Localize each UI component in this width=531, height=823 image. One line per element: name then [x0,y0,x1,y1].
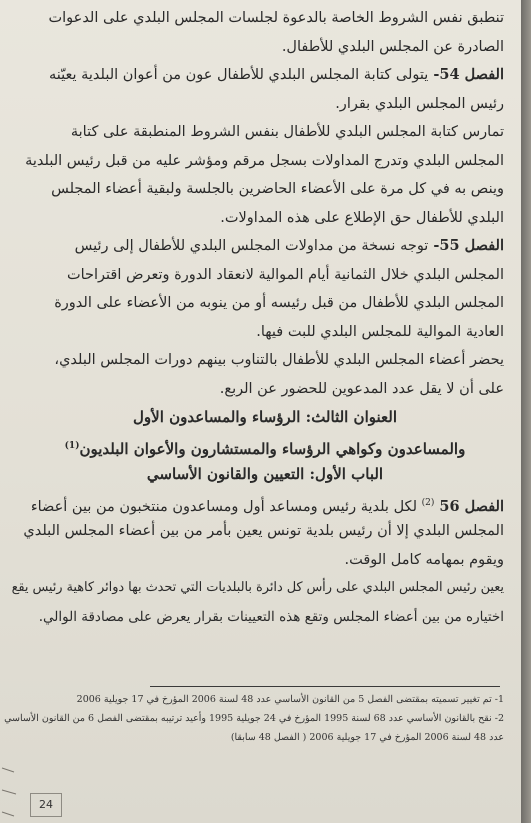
chapter-title: الباب الأول: التعيين والقانون الأساسي [146,465,384,483]
page-edge-shadow [521,0,531,823]
footnotes [4,690,504,747]
text-line: المجلس البلدي وتدرج المداولات بسجل مرقم ومؤشر عليه من قبل رئيس البلدية [25,152,504,169]
text-line: وينص به في كل مرة على الأعضاء الحاضرين بالجلسة ولبقية أعضاء المجلس [51,181,504,197]
footnote-2: 2- نقح بالقانون الأساسي عدد 68 لسنة 1995 المؤرخ في 24 جويلية 1995 وأعيد ترتيبه بمقتضى الفصل 6 من القانون الأساسي [4,713,504,724]
article-56-label: الفصل 56 [434,497,504,515]
text-line: المجلس البلدي إلا أن رئيس بلدية تونس يعين بأمر من بين أعضاء المجلس البلدي [23,523,504,539]
page-body [11,4,504,631]
text-line: المجلس البلدي للأطفال من قبل رئيسه أو من ينوبه من الأعضاء على الدورة [54,295,504,311]
text-line: تنطبق نفس الشروط الخاصة بالدعوة لجلسات المجلس البلدي على الدعوات [48,10,504,26]
footnote-divider [150,686,500,687]
footnote-2-continued: عدد 48 لسنة 2006 المؤرخ في 17 جويلية 2006 ( الفصل 48 سابقا) [230,732,504,743]
footnote-ref-2: (2) [421,497,435,508]
text-line: رئيس المجلس البلدي بقرار. [335,95,504,112]
text-line: اختياره من بين أعضاء المجلس وتقع هذه التعيينات بقرار يعرض على مصادقة الوالي. [38,608,504,625]
page-corner-marks [0,760,20,823]
text-line: على أن لا يقل عدد المدعوين للحضور عن الربع. [219,380,504,397]
text-line: ويقوم بمهامه كامل الوقت. [344,551,504,568]
text-line: يعين رئيس المجلس البلدي على رأس كل دائرة بالبلديات التي تحدث بها دوائر كاهية رئيس يقع [11,580,504,595]
footnote-ref-1: (1) [64,440,80,451]
text-line: البلدي للأطفال حق الإطلاع على هذه المداولات. [220,209,504,226]
text-line: يحضر أعضاء المجلس البلدي للأطفال بالتناوب بينهم دورات المجلس البلدي، [54,352,504,368]
article-55-line: الفصل 55- توجه نسخة من مداولات المجلس البلدي للأطفال إلى رئيس [74,237,504,254]
section-title: العنوان الثالث: الرؤساء والمساعدون الأول [133,408,397,426]
article-54-line: الفصل 54- يتولى كتابة المجلس البلدي للأطفال عون من أعوان البلدية يعيّنه [48,66,504,83]
text-line: تمارس كتابة المجلس البلدي للأطفال بنفس الشروط المنطبقة على كتابة [70,124,504,140]
text-line: العادية الموالية للمجلس البلدي للبت فيها. [256,323,504,340]
section-subtitle [26,432,504,461]
page-number: 24 [30,793,62,817]
text-line: الصادرة عن المجلس البلدي للأطفال. [281,38,504,55]
subtitle-text: والمساعدون وكواهي الرؤساء والمستشارون والأعوان البلديون [79,439,466,458]
text-line: المجلس البلدي خلال الثمانية أيام الموالية لانعقاد الدورة وتعرض اقتراحات [66,266,504,283]
article-56-line: الفصل 56 $^{(2)}$ لكل بلدية رئيس ومساعد أول ومساعدون منتخبون من بين أعضاء [30,497,504,515]
footnote-1: 1- تم تغيير تسميته بمقتضى الفصل 5 من القانون الأساسي عدد 48 لسنة 2006 المؤرخ في 17 جويلية 2006 [76,694,504,705]
